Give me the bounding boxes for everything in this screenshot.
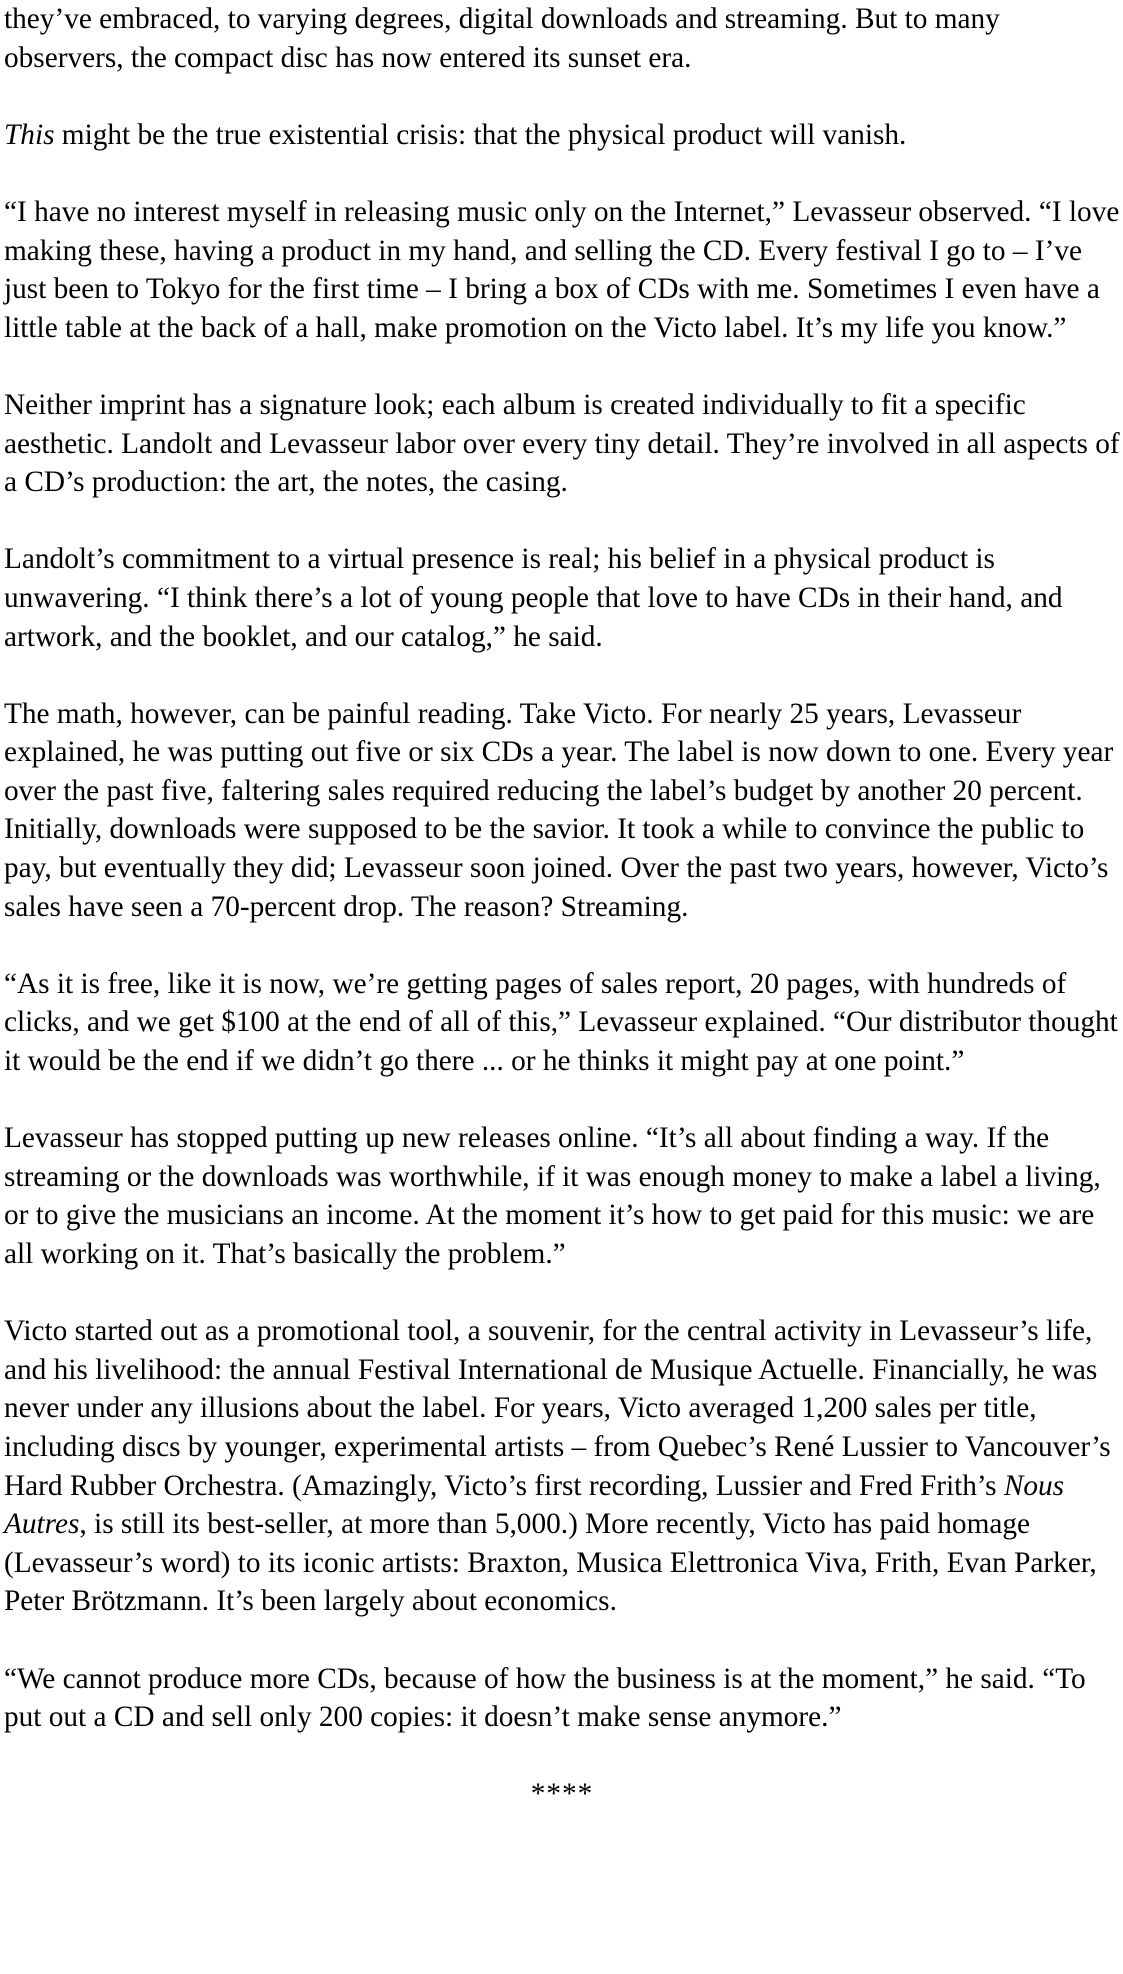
album-title: Nous Autres: [4, 1469, 1065, 1541]
paragraph: they’ve embraced, to varying degrees, digital downloads and streaming. But to many observers, the compact disc has now entered its sunset era.: [4, 3, 1000, 74]
paragraph-text: might be the true existential crisis: that the physical product will vanish.: [54, 118, 907, 151]
article-body: [4, 0, 1120, 1814]
paragraph-text: Victo started out as a promotional tool, a souvenir, for the central activity in Levasseur’s life, and his livelihood: the annual Festival International de Musique Actuelle. Financially, he was never under any illusions about the label. For years, Victo averaged 1,200 sales per title, including discs by younger, experimental artists – from Quebec’s René Lussier to Vancouver’s Hard Rubber Orchestra. (Amazingly, Victo’s first recording, Lussier and Fred Frith’s: [4, 1315, 1111, 1502]
emphasis-text: This: [4, 118, 55, 151]
paragraph: [4, 116, 1120, 155]
section-separator: ****: [530, 1778, 594, 1811]
paragraph: Landolt’s commitment to a virtual presence is real; his belief in a physical product is unwavering. “I think there’s a lot of young people that love to have CDs in their hand, and artwork, and the booklet, and our catalog,” he said.: [4, 543, 1063, 653]
paragraph-text: , is still its best-seller, at more than 5,000.) More recently, Victo has paid homage (Levasseur’s word) to its iconic artists: Braxton, Musica Elettronica Viva, Frith, Evan Parker, Peter Brötzmann. It’s been largely about economics.: [4, 1508, 1097, 1618]
paragraph: “As it is free, like it is now, we’re getting pages of sales report, 20 pages, with hundreds of clicks, and we get $100 at the end of all of this,” Levasseur explained. “Our distributor thought it would be the end if we didn’t go there ... or he thinks it might pay at one point.”: [4, 967, 1118, 1078]
paragraph: “We cannot produce more CDs, because of how the business is at the moment,” he said. “To put out a CD and sell only 200 copies: it doesn’t make sense anymore.”: [4, 1662, 1086, 1734]
paragraph: Levasseur has stopped putting up new releases online. “It’s all about finding a way. If the streaming or the downloads was worthwhile, if it was enough money to make a label a living, or to give the musicians an income. At the moment it’s how to get paid for this music: we are all working on it. That’s basically the problem.”: [4, 1122, 1101, 1270]
paragraph: “I have no interest myself in releasing music only on the Internet,” Levasseur observed. “I love making these, having a product in my hand, and selling the CD. Every festival I go to – I’ve just been to Tokyo for the first time – I bring a box of CDs with me. Sometimes I even have a little table at the back of a hall, make promotion on the Victo label. It’s my life you know.”: [4, 195, 1120, 344]
paragraph: [4, 1312, 1120, 1621]
paragraph: The math, however, can be painful reading. Take Victo. For nearly 25 years, Levasseur explained, he was putting out five or six CDs a year. The label is now down to one. Every year over the past five, faltering sales required reducing the label’s budget by another 20 percent. Initially, downloads were supposed to be the savior. It took a while to convince the public to pay, but eventually they did; Levasseur soon joined. Over the past two years, however, Victo’s sales have seen a 70-percent drop. The reason? Streaming.: [4, 697, 1114, 923]
paragraph: Neither imprint has a signature look; each album is created individually to fit a specific aesthetic. Landolt and Levasseur labor over every tiny detail. They’re involved in all aspects of a CD’s production: the art, the notes, the casing.: [4, 388, 1120, 499]
